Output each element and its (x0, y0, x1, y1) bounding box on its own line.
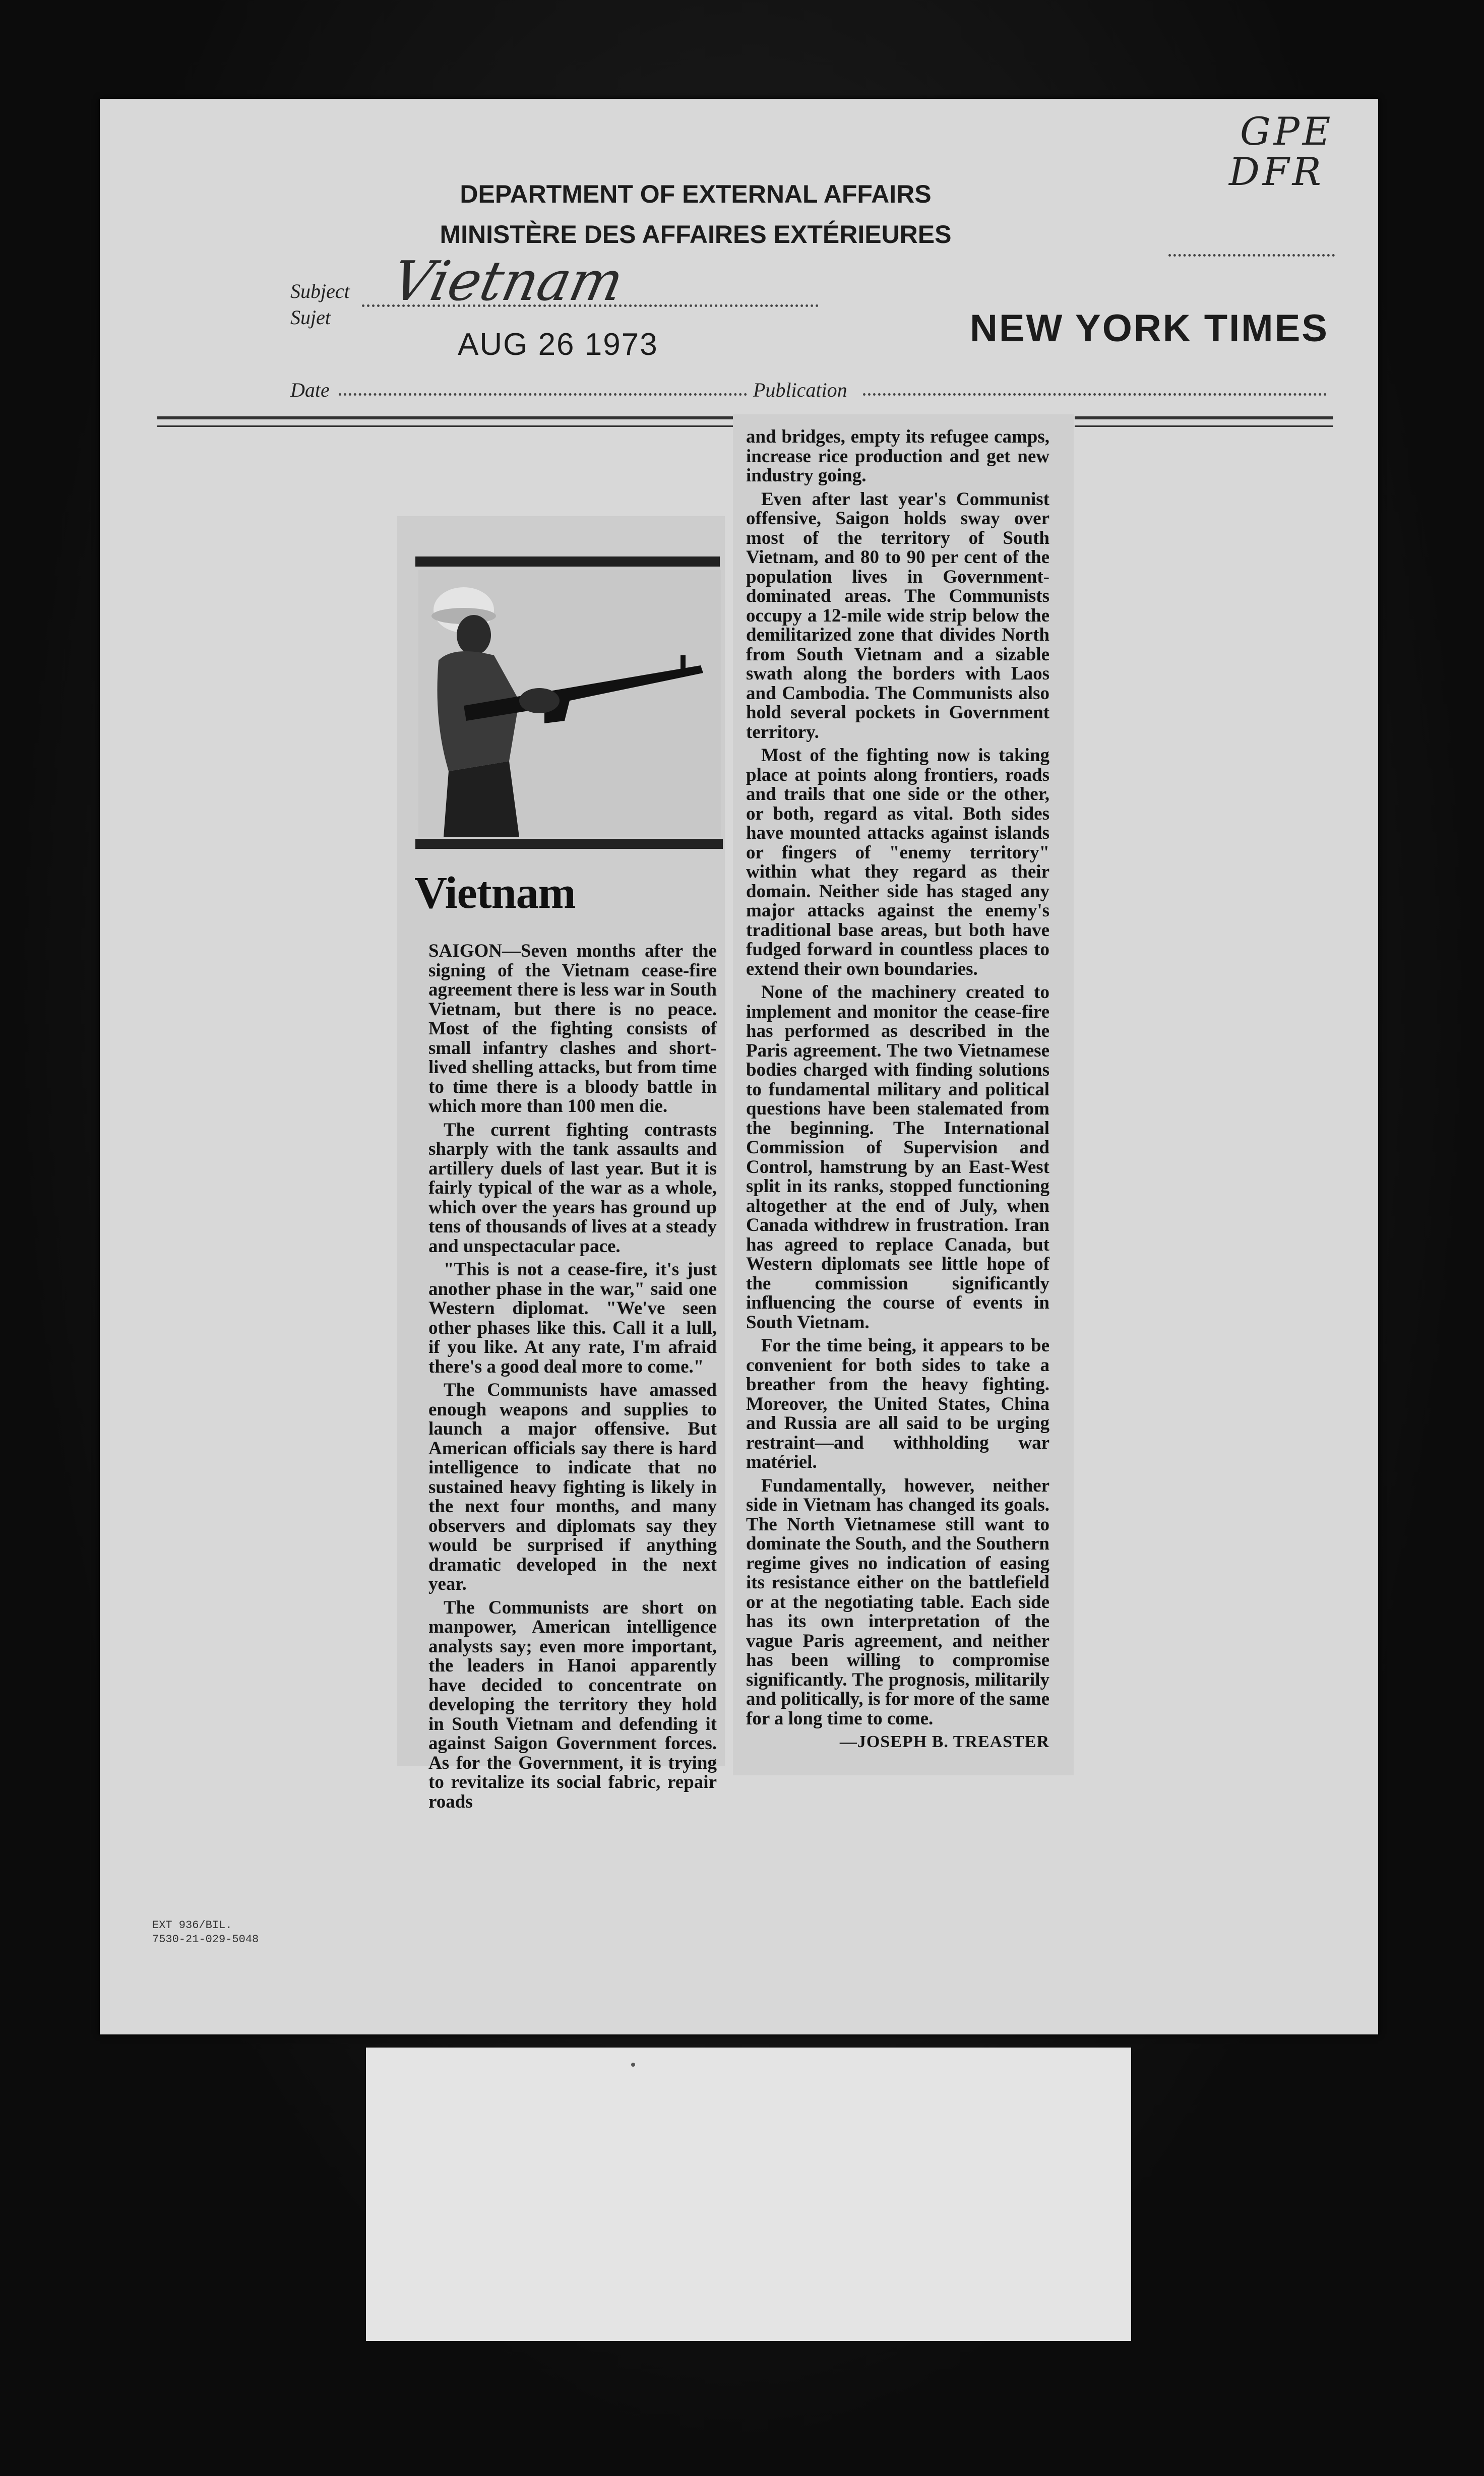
department-heading-fr: MINISTÈRE DES AFFAIRES EXTÉRIEURES (440, 220, 952, 249)
byline: —JOSEPH B. TREASTER (839, 1732, 1049, 1751)
reference-dotted-line (1168, 254, 1335, 257)
photo-bottom-bar (415, 839, 723, 849)
soldier-photo (418, 570, 721, 837)
col2-continuation: and bridges, empty its refugee camps, increase rice production and get new industry going. (746, 426, 1049, 486)
col2-para-5: Fundamentally, however, neither side in Vietnam has changed its goals. The North Vietnamese still want to dominate the South, and the Southern regime gives no indication of easing its resistance either on the battlefield or at the negotiating table. Each side has its own interpretation of the vague Paris agreement, and neither has been willing to compromise significantly. The prognosis, militarily and politically, is for more of the same for a long time to come. (746, 1475, 1049, 1729)
publication-stamp: NEW YORK TIMES (970, 307, 1329, 350)
col1-para-5: The Communists are short on manpower, American intelligence analysts say; even more important, the leaders in Hanoi apparently have decided to concentrate on developing the territory they hold in South Vietnam and defending it against Saigon Government forces. As for the Government, it is trying to revitalize its social fabric, repair roads (428, 1597, 717, 1812)
date-label: Date (290, 379, 330, 401)
date-stamp: AUG 26 1973 (458, 327, 658, 362)
col1-para-1 (428, 942, 717, 1117)
form-code-line1: EXT 936/BIL. (152, 1919, 232, 1932)
publication-dotted-line (863, 393, 1327, 396)
publication-label: Publication (753, 379, 847, 401)
subject-value: Vietnam (386, 250, 629, 313)
hands (519, 688, 560, 713)
col2-para-1: Even after last year's Communist offensive, Saigon holds sway over most of the territory of South Vietnam, and 80 to 90 per cent of the population lives in Government-dominated areas. The Communists occupy a 12-mile wide strip below the demilitarized zone that divides North from South Vietnam and a sizable swath along the borders with Laos and Cambodia. The Communists also hold several pockets in Government territory. (746, 488, 1049, 742)
subject-dotted-line (362, 304, 819, 307)
form-code (152, 1918, 259, 1947)
form-code-line2: 7530-21-029-5048 (152, 1933, 259, 1946)
subject-label-fr: Sujet (290, 306, 331, 329)
handwritten-note-line2: DFR (1229, 149, 1324, 194)
col1-para-2: The current fighting contrasts sharply with the tank assaults and artillery duels of last year. But it is fairly typical of the war as a whole, which over the years has ground up tens of thousands of lives at a steady and unspectacular pace. (428, 1119, 717, 1257)
slip-mark (631, 2063, 635, 2067)
article-column-1 (428, 942, 717, 1816)
col2-para-4: For the time being, it appears to be convenient for both sides to take a breather from the heavy fighting. Moreover, the United States, China and Russia are all said to be urging restraint—and withholding war matériel. (746, 1335, 1049, 1472)
rifle-sight (681, 655, 686, 670)
department-heading-en: DEPARTMENT OF EXTERNAL AFFAIRS (460, 180, 932, 208)
date-dotted-line (339, 393, 747, 396)
header-rule-right (1075, 416, 1333, 419)
col1-para-3: "This is not a cease-fire, it's just another phase in the war," said one Western diplomat. "We've seen other phases like this. Call it a lull, if you like. At any rate, I'm afraid there's a good deal more to come." (428, 1259, 717, 1377)
dateline: SAIGON (428, 941, 502, 961)
header-rule-right-thin (1075, 425, 1333, 427)
photo-top-bar (415, 556, 720, 567)
head (457, 615, 491, 655)
article-headline: Vietnam (414, 868, 576, 918)
col2-para-2: Most of the fighting now is taking place at points along frontiers, roads and trails that one side or the other, or both, regard as vital. Both sides have mounted attacks against islands or fingers of "enemy territory" within what they regard as their domain. Neither side has staged any major attacks against the enemy's traditional base areas, but both have fudged forward in countless places to extend their own boundaries. (746, 745, 1049, 979)
subject-label: Subject (290, 280, 350, 302)
legs (444, 761, 519, 837)
handwritten-note-line1: GPE (1240, 109, 1334, 154)
col1-para-4: The Communists have amassed enough weapons and supplies to launch a major offensive. But American officials say there is hard intelligence to indicate that no sustained heavy fighting is likely in the next four months, and many observers and diplomats say they would be surprised if anything dramatic developed in the next year. (428, 1380, 717, 1594)
lower-paper-slip (366, 2048, 1131, 2341)
article-column-2 (746, 427, 1049, 1752)
col1-para-1-text: —Seven months after the signing of the Vietnam cease-fire agreement there is less war in South Vietnam, but there is no peace. Most of the fighting consists of small infantry clashes and short-lived shelling attacks, but from time to time there is a bloody battle in which more than 100 men die. (428, 941, 717, 1117)
col2-para-3: None of the machinery created to implement and monitor the cease-fire has performed as described in the Paris agreement. The two Vietnamese bodies charged with finding solutions to fundamental military and political questions have been stalemated from the beginning. The International Commission of Supervision and Control, hamstrung by an East-West split in its ranks, stopped functioning altogether at the end of July, when Canada withdrew in frustration. Iran has agreed to replace Canada, but Western diplomats see little hope of the commission significantly influencing the course of events in South Vietnam. (746, 982, 1049, 1333)
